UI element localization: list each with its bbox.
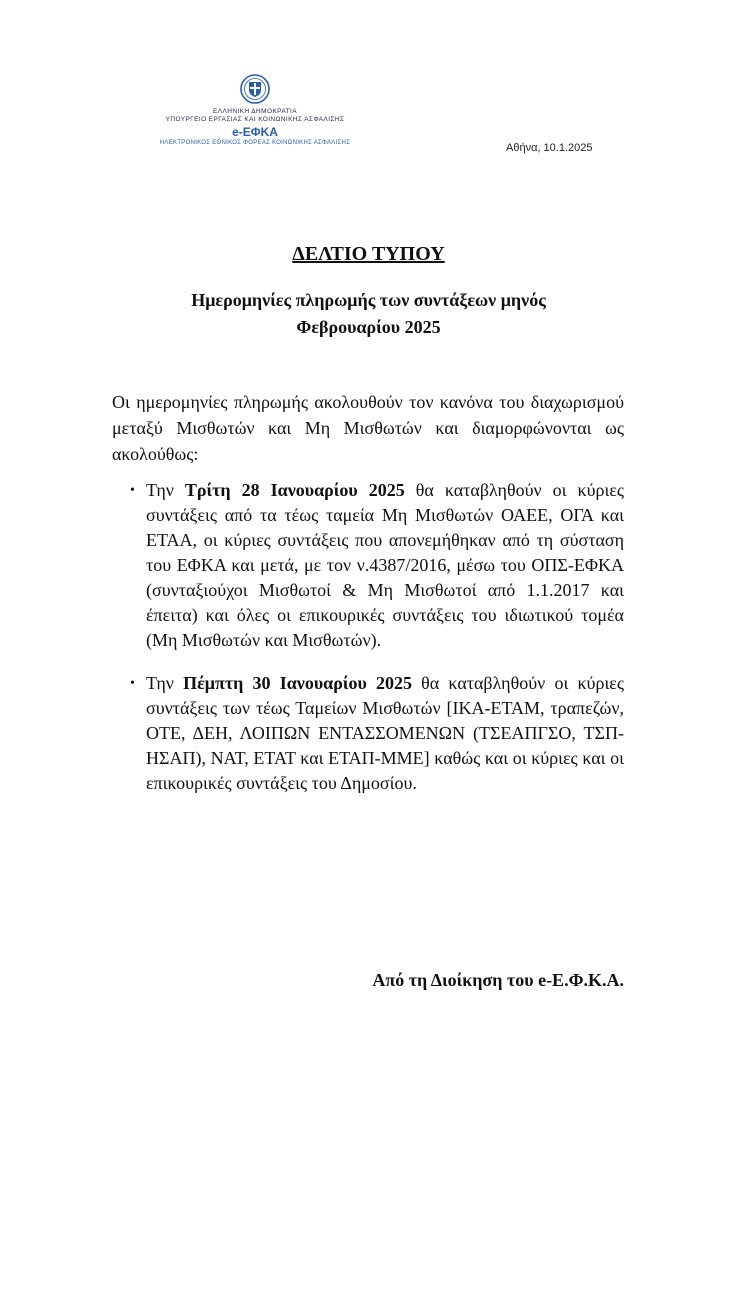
efka-logo [150, 72, 360, 147]
bullet-body-text: θα καταβληθούν οι κύριες συντάξεις των τέως Ταμείων Μισθωτών [ΙΚΑ-ΕΤΑΜ, τραπεζών, ΟΤΕ, ΔΕΗ, ΛΟΙΠΩΝ ΕΝΤΑΣΣΟΜΕΝΩΝ (ΤΣΕΑΠΓΣΟ, ΤΣΠ-ΗΣΑΠ), ΝΑΤ, ΕΤΑΤ και ΕΤΑΠ-ΜΜΕ] καθώς και οι κύριες και οι επικουρικές συντάξεις του Δημοσίου. [146, 673, 624, 793]
logo-ministry-text: ΥΠΟΥΡΓΕΙΟ ΕΡΓΑΣΙΑΣ ΚΑΙ ΚΟΙΝΩΝΙΚΗΣ ΑΣΦΑΛΙΣΗΣ [165, 116, 345, 123]
greek-emblem-icon [240, 72, 270, 106]
logo-republic-text: ΕΛΛΗΝΙΚΗ ΔΗΜΟΚΡΑΤΙΑ [213, 108, 297, 115]
list-item [112, 478, 624, 653]
signature: Από τη Διοίκηση του e-Ε.Φ.Κ.Α. [372, 970, 624, 990]
bullet-lead-text: Την [146, 480, 185, 500]
subtitle-line-1: Ημερομηνίες πληρωμής των συντάξεων μηνός [191, 290, 546, 310]
payment-dates-list [112, 478, 624, 814]
logo-subtitle-text: ΗΛΕΚΤΡΟΝΙΚΟΣ ΕΘΝΙΚΟΣ ΦΟΡΕΑΣ ΚΟΙΝΩΝΙΚΗΣ ΑΣΦΑΛΙΣΗΣ [159, 140, 351, 146]
bullet-icon: • [130, 483, 135, 498]
intro-paragraph: Οι ημερομηνίες πληρωμής ακολουθούν τον κανόνα του διαχωρισμού μεταξύ Μισθωτών και Μη Μισθωτών και διαμορφώνονται ως ακολούθως: [112, 392, 624, 464]
subtitle-line-2: Φεβρουαρίου 2025 [296, 317, 441, 337]
bullet-body-text: θα καταβληθούν οι κύριες συντάξεις από τα τέως ταμεία Μη Μισθωτών ΟΑΕΕ, ΟΓΑ και ΕΤΑΑ, οι κύριες συντάξεις που απονεμήθηκαν από τη σύσταση του ΕΦΚΑ και μετά, με τον ν.4387/2016, μέσω του ΟΠΣ-ΕΦΚΑ (συνταξιούχοι Μισθωτοί & Μη Μισθωτοί από 1.1.2017 και έπειτα) και όλες οι επικουρικές συντάξεις του ιδιωτικού τομέα (Μη Μισθωτών και Μισθωτών). [146, 480, 624, 650]
document-subtitle [0, 287, 737, 341]
payment-date-2: Πέμπτη 30 Ιανουαρίου 2025 [183, 673, 412, 693]
bullet-lead-text: Την [146, 673, 184, 693]
document-title: ΔΕΛΤΙΟ ΤΥΠΟΥ [292, 243, 445, 265]
document-date: Αθήνα, 10.1.2025 [506, 142, 593, 154]
payment-date-1: Τρίτη 28 Ιανουαρίου 2025 [184, 480, 405, 500]
list-item [112, 671, 624, 796]
logo-brand-text: e-ΕΦΚΑ [232, 125, 278, 139]
bullet-icon: • [130, 676, 135, 691]
